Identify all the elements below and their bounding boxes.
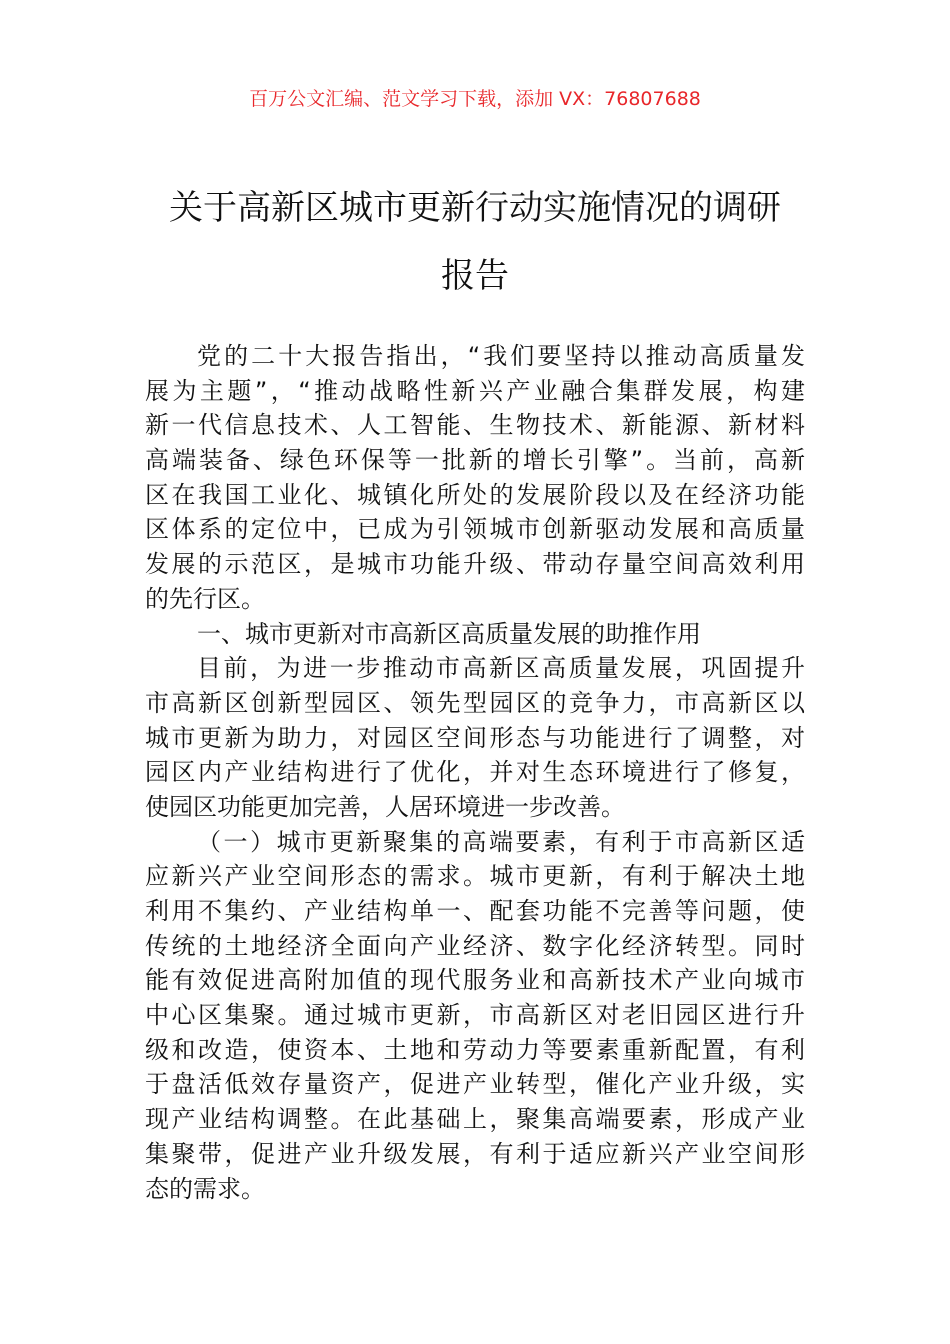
text-line: 一、城市更新对市高新区高质量发展的助推作用	[197, 619, 701, 648]
text-line: 传统的土地经济全面向产业经济、数字化经济转型。同时	[145, 931, 805, 960]
text-line: 能有效促进高附加值的现代服务业和高新技术产业向城市	[145, 966, 805, 995]
text-line: 于盘活低效存量资产，促进产业转型，催化产业升级，实	[145, 1070, 805, 1099]
paragraph	[145, 825, 805, 1207]
text-line: 应新兴产业空间形态的需求。城市更新，有利于解决土地	[145, 862, 805, 891]
document-body	[145, 339, 805, 1206]
text-line: 区体系的定位中，已成为引领城市创新驱动发展和高质量	[145, 515, 805, 544]
document-title-line-2: 报告	[441, 256, 509, 296]
text-line: 园区内产业结构进行了优化，并对生态环境进行了修复，	[145, 758, 805, 787]
text-line: 党的二十大报告指出，“我们要坚持以推动高质量发	[197, 342, 805, 370]
text-line: 态的需求。	[145, 1174, 265, 1203]
text-line: 区在我国工业化、城镇化所处的发展阶段以及在经济功能	[145, 480, 805, 509]
text-line: 级和改造，使资本、土地和劳动力等要素重新配置，有利	[145, 1035, 805, 1064]
text-line: 发展的示范区，是城市功能升级、带动存量空间高效利用	[145, 550, 805, 579]
document-title-line-1: 关于高新区城市更新行动实施情况的调研	[169, 188, 781, 228]
text-line: 现产业结构调整。在此基础上，聚集高端要素，形成产业	[145, 1105, 805, 1134]
text-line: 市高新区创新型园区、领先型园区的竞争力，市高新区以	[145, 688, 805, 717]
text-line: （一）城市更新聚集的高端要素，有利于市高新区适	[197, 827, 805, 856]
text-line: 高端装备、绿色环保等一批新的增长引擎”。当前，高新	[145, 446, 805, 475]
paragraph	[145, 651, 805, 824]
text-line: 城市更新为助力，对园区空间形态与功能进行了调整，对	[145, 723, 805, 752]
text-line: 使园区功能更加完善，人居环境进一步改善。	[145, 792, 625, 821]
text-line: 目前，为进一步推动市高新区高质量发展，巩固提升	[197, 654, 805, 683]
text-line: 的先行区。	[145, 584, 265, 613]
text-line: 集聚带，促进产业升级发展，有利于适应新兴产业空间形	[145, 1139, 805, 1168]
text-line: 新一代信息技术、人工智能、生物技术、新能源、新材料	[145, 411, 805, 440]
text-line: 中心区集聚。通过城市更新，市高新区对老旧园区进行升	[145, 1001, 805, 1030]
text-line: 利用不集约、产业结构单一、配套功能不完善等问题，使	[145, 897, 805, 925]
watermark-header: 百万公文汇编、范文学习下载，添加 VX：76807688	[249, 88, 701, 110]
paragraph	[145, 339, 805, 617]
section-heading	[145, 617, 805, 652]
text-line: 展为主题”，“推动战略性新兴产业融合集群发展，构建	[145, 376, 805, 405]
